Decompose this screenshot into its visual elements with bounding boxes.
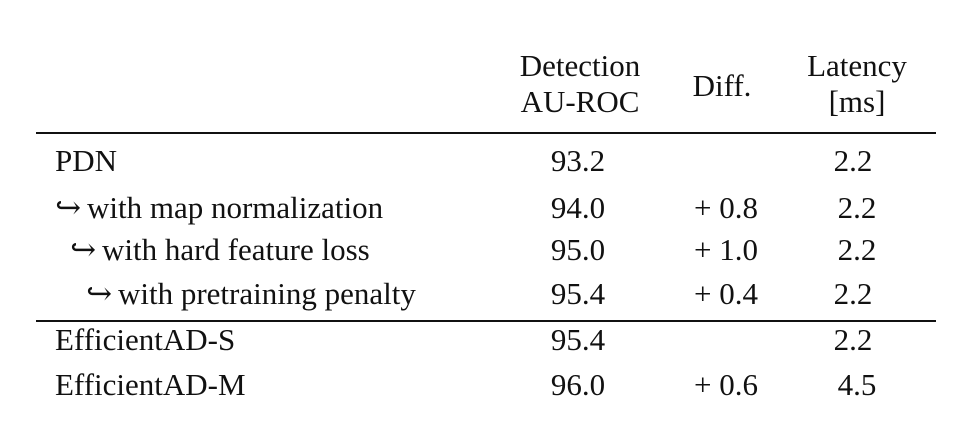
row-auroc: 95.4 bbox=[550, 276, 606, 311]
row-label bbox=[55, 322, 235, 358]
row-label-text: with pretraining penalty bbox=[117, 276, 416, 311]
row-auroc: 94.0 bbox=[550, 190, 606, 225]
row-label bbox=[55, 367, 246, 403]
row-label-text: with map normalization bbox=[86, 190, 384, 225]
row-diff: + 1.0 bbox=[694, 232, 758, 267]
row-latency: 2.2 bbox=[833, 143, 873, 178]
header-rule bbox=[36, 132, 936, 134]
row-label bbox=[55, 143, 117, 179]
header-diff-label: Diff. bbox=[692, 68, 752, 103]
row-diff: + 0.8 bbox=[694, 190, 758, 225]
hook-arrow-icon: ↪ bbox=[86, 276, 112, 311]
row-label-text: with hard feature loss bbox=[101, 232, 370, 267]
row-auroc: 93.2 bbox=[550, 143, 606, 178]
header-latency bbox=[792, 48, 922, 120]
row-latency: 2.2 bbox=[837, 190, 877, 225]
row-diff: + 0.6 bbox=[694, 367, 758, 402]
header-detection bbox=[500, 48, 660, 120]
row-label bbox=[86, 276, 416, 312]
header-diff bbox=[672, 68, 772, 104]
row-label bbox=[55, 190, 383, 226]
header-latency-line2: [ms] bbox=[828, 84, 886, 119]
row-latency: 2.2 bbox=[837, 232, 877, 267]
header-latency-line1: Latency bbox=[807, 48, 907, 83]
row-auroc: 96.0 bbox=[550, 367, 606, 402]
hook-arrow-icon: ↪ bbox=[55, 190, 81, 225]
row-diff: + 0.4 bbox=[694, 276, 758, 311]
row-latency: 2.2 bbox=[833, 322, 873, 357]
header-detection-line1: Detection bbox=[519, 48, 641, 83]
row-label-text: EfficientAD-S bbox=[55, 322, 236, 357]
row-auroc: 95.0 bbox=[550, 232, 606, 267]
row-label-text: EfficientAD-M bbox=[55, 367, 246, 402]
row-latency: 4.5 bbox=[837, 367, 877, 402]
row-latency: 2.2 bbox=[833, 276, 873, 311]
row-label bbox=[70, 232, 370, 268]
hook-arrow-icon: ↪ bbox=[70, 232, 96, 267]
row-auroc: 95.4 bbox=[550, 322, 606, 357]
row-label-text: PDN bbox=[55, 143, 118, 178]
header-detection-line2: AU-ROC bbox=[520, 84, 640, 119]
